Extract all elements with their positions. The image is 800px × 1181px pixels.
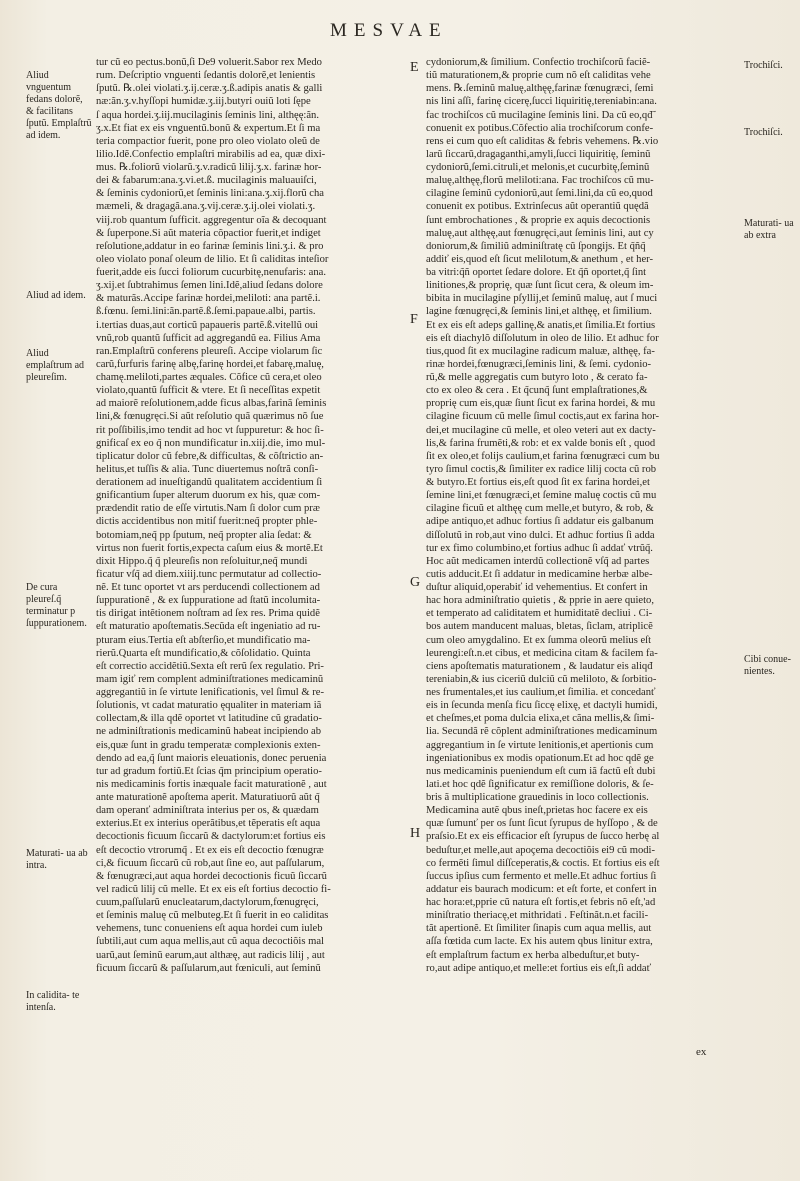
left-column-line: ad maiorẽ reſolutionem,adde ficus albas,farinã ſeminis: [96, 398, 327, 410]
right-column-line: et cheſmes,et poma dulcia elixa,et cãna mellis,& ſimi-: [426, 713, 655, 725]
right-column-line: addiť eis,quod eſt ſicut melilotum,& anethum , et her-: [426, 253, 654, 265]
right-column-line: cilagine ficuum cũ melle ſimul coctis,aut ex farina hor-: [426, 411, 660, 423]
right-column-line: duſtur aliquid,operabiť id vehementius. Et confert in: [426, 582, 648, 593]
right-column-line: miniſtratio theriacę,et mithridati . Feſtinãt.n.et facili-: [426, 910, 649, 922]
left-column-line: eſt maturatio apoſtematis.Secũda eſt ingeniatio ad ru-: [96, 621, 321, 633]
right-text-column: [426, 56, 738, 975]
left-column-line: dictis accidentibus non mitiſ fuerit:neq̃ propter phle-: [96, 516, 318, 528]
right-column-line: lia. Secundã rẽ cõplent adminiſtrationes medicaminum: [426, 726, 658, 738]
left-column-line: rum. Deſcriptio vnguenti ſedantis dolorẽ,et lenientis: [96, 70, 316, 82]
right-column-line: ro,aut adipe antiquo,et melle:et fortius eis eſt,ſi addať: [426, 962, 652, 974]
column-letter-g: G: [410, 575, 421, 590]
left-column-line: exterius.Et ex interius operãtibus,et tẽperatis eſt aqua: [96, 818, 321, 830]
left-column-line: gnificantium ſuper alterum duorum ex his, quæ com-: [96, 490, 321, 502]
right-column-line: adipe antiquo,et adhuc fortius ſi addatur eis galbanum: [426, 516, 654, 528]
left-column-line: dei & fabarum:ana.ʒ.vi.et.ß. mucilaginis maluauiſci,: [96, 175, 317, 187]
left-column-line: aggregantiũ in ſe virtute lenificationis, vel ſimul & re-: [96, 687, 324, 698]
left-column-line: tur cũ eo pectus.bonũ,ſi De9 voluerit.Sabor rex Medo: [96, 57, 322, 68]
left-column-line: & fœnugræci,aut aqua hordei decoctionis ficuũ ſiccarũ: [96, 870, 327, 882]
right-column-line: larũ ſiccarũ,dragaganthi,amyli,ſucci liquiritię, ſeminũ: [426, 148, 651, 160]
left-column-line: eſt correctio accidẽtiũ.Sexta eſt rerũ ſex regulatio. Pri-: [96, 660, 324, 672]
left-column-line: reſolutione,addatur in eo farinæ ſeminis lini.ʒ.i. & pro: [96, 240, 324, 252]
right-column-line: cto ex oleo & cera . Et q̃cunq̃ ſunt emplaſtrationes,&: [426, 385, 648, 397]
right-column-line: ciens apoſtematis maturationem , & laudatur eis aliqđ: [426, 660, 653, 672]
left-column-line: & ſuperpone.Si aũt materia cõpactior fuerit,et indiget: [96, 227, 321, 239]
left-column-line: collectam,& illa qdẽ oportet vt latitudine cũ gradatio-: [96, 713, 322, 725]
left-column-line: eſt decoctio vtrorumq̃ . Et ex eis eſt decoctio fœnugræ: [96, 844, 324, 856]
right-column-line: ba vitri:q̃ñ oportet ſedare dolore. Et q̃ñ oportet,q̃ ſint: [426, 267, 647, 278]
right-column-line: rinæ hordei,fœnugræci,ſeminis lini, & ſemi. cydonio-: [426, 358, 652, 370]
left-column-line: uarũ,aut ſeminũ earum,aut althæę, aut radicis lilij , aut: [96, 949, 325, 961]
right-column-line: bris ã multiplicatione grauedinis in loco collectionis.: [426, 792, 649, 803]
right-column-line: & butyro.Et fortius eis,eſt quod ſit ex farina hordei,et: [426, 477, 650, 488]
left-column-line: lini,& fœnugręci.Si aũt reſolutio quã quærimus nõ ſue: [96, 411, 324, 423]
right-column-line: tiũ maturationem,& proprie cum nõ eſt caliditas vehe: [426, 70, 651, 82]
left-column-line: et ſeminis maluę cũ melbuteg.Et ſi fuerit in eo caliditas: [96, 910, 329, 922]
left-column-line: ʒ.xij.et ſubtrahimus ſemen lini.Idẽ,aliud ſedans dolore: [96, 280, 323, 292]
margin-note-cura-pleuresis: De cura pleureſ.q̃ terminatur p ſuppurationem.: [26, 582, 87, 629]
right-column-line: tereniabin,& ius ciceriũ dulciũ cũ meliloto, & ſorbitio-: [426, 673, 657, 685]
right-column-line: nes frumentales,et ius caulium,et ſimilia. et concedanť: [426, 687, 656, 698]
left-column-line: ante maturationẽ apoſtema aperit. Maturatiuorũ aũt q̃: [96, 792, 320, 803]
left-column-line: eis,quæ ſunt in gradu temperatæ complexionis exten-: [96, 739, 321, 751]
right-column-line: eſt emplaſtrum factum ex herba albeduſtur,et buty-: [426, 949, 640, 961]
left-column-line: rierũ.Quarta eſt mundificatio,& cõſolidatio. Quinta: [96, 647, 311, 659]
left-column-line: ficatur vſq̃ ad diem.xiiij.tunc permutatur ad collectio-: [96, 568, 322, 580]
left-column-line: tur ad gradum fortiũ.Et ſcias q̃m principium operatio-: [96, 765, 322, 777]
right-column-line: linitiones,& proprię, quæ ſunt ſicut cera, & oleum im-: [426, 280, 654, 292]
right-column-line: cilagine ficuũ et althęę cum melle,et butyro, & rob, &: [426, 503, 654, 515]
right-column-line: Hoc aũt medicamen interdũ collectionẽ vſq̃ ad partes: [426, 555, 650, 567]
left-column-line: dendo ad ea,q̃ ſunt maioris eleuationis, donec perueniа: [96, 752, 327, 764]
column-letter-f: F: [410, 312, 418, 327]
column-letter-h: H: [410, 826, 421, 841]
right-column-line: Medicamina autẽ qbus ineſt,prietas hoc facere ex eis: [426, 805, 648, 817]
running-head: MESVAE: [330, 20, 448, 41]
right-column-line: conuenit ex potibus.Cõfectio alia trochiſcorum confe-: [426, 122, 654, 134]
left-column-line: pturam eius.Tertia eſt abſterſio,et mundificatio ma-: [96, 634, 311, 646]
right-column-line: tius,quod ſit ex mucilagine radicum maluæ, althęę, fa-: [426, 345, 655, 357]
right-column-line: tãt apertionẽ. Et ſimiliter ſinapis cum aqua mellis, aut: [426, 923, 652, 935]
left-column-line: fuerit,adde eis ſucci foliorum cucurbitę,nenufaris: ana.: [96, 267, 327, 278]
margin-note-cibi: Cibi conue- nientes.: [744, 654, 791, 677]
left-column-line: ſolutionis, vt cadat maturatio ęqualiter in materiam iã: [96, 700, 322, 712]
left-column-line: vnũ,rob quantũ ſufficit ad aggregandũ ea. Filius Ama: [96, 332, 321, 344]
margin-note-emplastrum-pleuresis: Aliud emplaſtrum ad pleureſim.: [26, 348, 85, 383]
left-column-line: carũ,furfuris farinę albę,farinę hordei,et fabarę,maluę,: [96, 358, 324, 370]
left-column-line: decoctionis ficuum ſiccarũ & dactylorum:et fortius eis: [96, 831, 326, 843]
left-column-line: ſputũ. ℞.olei violati.ʒ.ij.ceræ.ʒ.ß.adipis anatis & galli: [96, 83, 323, 95]
right-column-line: aſſa fœtida cum lacte. Ex his autem qbus linitur extra,: [426, 936, 653, 948]
left-column-line: botomiam,neq̃ pp ſputum, neq̃ propter alia ſedat: &: [96, 529, 312, 541]
left-column-line: vehemens, tunc conueniens eſt aqua hordei cum iuleb: [96, 923, 323, 935]
left-column-line: i.tertias duas,aut corticũ papaueris partẽ.ß.vitellũ oui: [96, 319, 319, 331]
left-column-line: & maturãs.Accipe farinæ hordei,meliloti: ana partẽ.i.: [96, 293, 321, 305]
left-column-line: ne adminiſtrationis medicaminũ habeat incipiendo ab: [96, 726, 322, 738]
left-column-line: ʒ.x.Et fiat ex eis vnguentũ.bonũ & expertum.Et ſi ma: [96, 122, 321, 134]
left-column-line: rit poſſibilis,imo tendit ad hoc vt ſuppuretur: & hoc ſi-: [96, 424, 324, 436]
left-column-line: ci,& ficuum ſiccarũ cũ rob,aut ſine eo, aut paſſularum,: [96, 857, 325, 869]
right-column-line: nus medicaminis pueniendum eſt cum iã factũ eſt dubi: [426, 765, 656, 777]
right-column-line: mens. ℞.ſeminũ maluę,althęę,farinæ fœnugræci, ſemi: [426, 83, 654, 95]
right-column-line: quæ ſumunť per os ſunt ſicut ſyrupus de hyſſopo , & de: [426, 818, 658, 830]
left-column-line: chamę.meliloti,partes æquales. Cõfice cũ cera,et oleo: [96, 372, 322, 383]
right-column-line: cutis adducit.Et ſi addatur in medicamine herbæ albe-: [426, 568, 653, 580]
catchword: ex: [696, 1046, 707, 1058]
margin-note-trochisci-2: Trochiſci.: [744, 127, 783, 138]
left-text-column: [96, 56, 398, 975]
right-column-line: bos autem manducent maluas, bletas, ſiclam, atriplicẽ: [426, 621, 653, 633]
right-column-line: beduſtur,et melle,aut apoçema decoctiõis ei9 cũ modi-: [426, 844, 656, 856]
right-column-line: praſsio.Et ex eis efficacior eſt ſyrupus de ſucco herbę al: [426, 831, 660, 843]
left-column-line: næ:ãn.ʒ.v.hyſſopi humidæ.ʒ.iij.butyri ouiũ loti ſępe: [96, 96, 311, 108]
margin-note-trochisci-1: Trochiſci.: [744, 60, 783, 71]
left-column-line: dixit Hippo.q̃ q̃ pleureſis non reſoluitur,neq̃ mundi: [96, 555, 308, 567]
margin-note-caliditas: In calidita- te intenſa.: [26, 990, 80, 1013]
left-column-line: teria compactior fuerit, pone pro oleo violato oleũ de: [96, 135, 320, 147]
left-column-line: derationem ad inueſtigandũ qualitatem accidentium ſi: [96, 477, 323, 488]
column-letter-e: E: [410, 60, 419, 75]
right-column-line: tyro ſimul coctis,& ſimiliter ex radice lilij cocta cũ rob: [426, 463, 657, 475]
right-column-line: lagine fœnugręci,& ſeminis lini,et althęę, et ſimilium.: [426, 306, 652, 318]
right-column-line: lati.et hoc qdẽ ſignificatur ex remiſſione doloris, & ſe-: [426, 778, 654, 790]
right-column-line: cum oleo amygdalino. Et ex ſumma oleorũ melius eſt: [426, 634, 652, 646]
right-column-line: hac hora adminiſtratio quietis , & pprie in aere quieto,: [426, 595, 654, 607]
right-column-line: rens ei cum quo eſt caliditas & febris vehemens. ℞.vio: [426, 135, 659, 147]
left-column-line: oleo violato ponaſ oleum de lilio. Et ſi caliditas inteſior: [96, 253, 329, 265]
left-column-line: mus. ℞.foliorũ violarũ.ʒ.v.radicũ lilij.ʒ.x. farinæ hor-: [96, 162, 322, 173]
right-column-line: diſſolutũ in rob,aut vino dulci. Et adhuc fortius ſi adda: [426, 529, 655, 541]
right-column-line: cydoniorũ,ſemi.citruli,et melonis,et cucurbitę,ſeminũ: [426, 162, 650, 173]
right-column-line: fac trochiſcos cũ mucilagine ſeminis lini. Da cũ eo,qđ̃: [426, 109, 653, 121]
right-column-line: bibita in mucilagine pſyllij,et ſeminũ maluę, aut ſ muci: [426, 293, 658, 305]
right-column-line: nis lini aſſi, farinę cicerę,ſucci liquiritię,tereniabin:ana.: [426, 96, 657, 108]
left-column-line: tiplicatur dolor cũ febre,& difficultas, & cõſtrictio an-: [96, 450, 324, 462]
right-column-line: maluę,althęę,florũ meliloti:ana. Fac trochiſcos cũ mu-: [426, 175, 654, 187]
margin-note-unguent: Aliud vnguentum fedans dolorẽ, & facilitans ſputũ. Emplaſtrũ ad idem.: [26, 70, 92, 141]
right-column-line: doniorum,& ſimiliũ adminiſtratę cũ ſpongijs. Et q̃ñq̃: [426, 240, 646, 252]
margin-note-aliud-ad-idem: Aliud ad idem.: [26, 290, 86, 301]
right-column-line: lis,& farina frumẽti,& rob: et ex valde bonis eſt , quod: [426, 437, 656, 449]
right-column-line: co fermẽti ſimul diſſceperatis,& coctis. Et fortius eis eſt: [426, 857, 660, 869]
right-column-line: ſunt embrochationes , & proprie ex aquis decoctionis: [426, 214, 651, 226]
left-column-line: mæmeli, & dragagã.ana.ʒ.vij.ceræ.ʒ.ij.olei violati.ʒ.: [96, 201, 316, 213]
right-column-line: hac hora:et,pprie cũ natura eſt fortis,et febris nõ eſt,'ad: [426, 897, 656, 908]
right-column-line: tur ex fimo columbino,et fortius adhuc ſi addať vtrũq̃.: [426, 542, 653, 554]
right-column-line: et temperato ad caliditatem et humiditatẽ decliui . Ci-: [426, 608, 653, 620]
right-column-line: ſemine lini,et fœnugræci,et ſemine maluę coctis cũ mu: [426, 490, 657, 502]
right-column-line: dei,et mucilagine cũ melle, et oleo veteri aut ex dacty-: [426, 424, 656, 436]
left-column-line: ſ aqua hordei.ʒ.iij.mucilaginis ſeminis lini, althęę:ãn.: [96, 109, 320, 121]
left-column-line: dam operanť adminiſtrata interius per os, & quædam: [96, 805, 319, 817]
right-column-line: proprię cum eis,quæ ſiunt ſicut ex farina hordei, & mu: [426, 398, 656, 410]
left-column-line: nis medicaminis fortis inæquale facit maturationẽ , aut: [96, 778, 327, 790]
right-column-line: eis eſt diachylõ diſſolutum in oleo de lilio. Et adhuc for: [426, 332, 659, 344]
right-column-line: aggregantium in ſe virtute lenitionis,et apertionis cum: [426, 739, 654, 751]
right-column-line: eis in ſecunda menſa ficu ſiccę elixę, et dactyli humidi,: [426, 700, 658, 712]
left-column-line: vel radicũ lilij cũ melle. Et ex eis eſt fortius decoctio fi-: [96, 883, 331, 895]
left-column-line: nẽ. Et tunc oportet vt ars perducendi collectionem ad: [96, 582, 320, 593]
left-column-line: ſuppurationẽ , & ex ſuppuratione ad ſtatũ incolumita-: [96, 595, 321, 607]
right-column-line: conuenit ex potibus. Extrinſecus aũt operantiũ quędã: [426, 201, 649, 213]
right-column-line: leurengi:eſt.n.et cibus, et medicina citam & facilem fa-: [426, 647, 658, 659]
left-column-line: mam igiť rem complent adminiſtrationes medicaminũ: [96, 673, 324, 685]
right-column-line: ſit ex oleo,et folijs caulium,et farina fœnugræci cum bu: [426, 450, 660, 462]
left-column-line: ſubtili,aut cum aqua mellis,aut cũ aqua decoctiõis mal: [96, 936, 324, 948]
right-column-line: Et ex eis eſt adeps gallinę,& anatis,et ſimilia.Et fortius: [426, 319, 656, 331]
left-column-line: lilio.Idẽ.Confectio emplaſtri mirabilis ad ea, quæ dixi-: [96, 148, 326, 160]
right-column-line: ingeniationibus ex modis opationum.Et ad hoc qdẽ ge: [426, 752, 654, 764]
left-column-line: viij.rob quantum ſufficit. aggregentur oĩa & decoquant: [96, 214, 327, 226]
right-column-line: cilagine ſeminũ cydoniorũ,aut ſemi.lini,da cũ eo,quod: [426, 188, 653, 200]
left-column-line: tis dirigat intẽtionem noſtram ad ſex res. Prima quidẽ: [96, 608, 320, 620]
margin-note-maturativa-intra: Maturati- ua ab intra.: [26, 848, 88, 871]
left-column-line: virtus non fuerit fortis,expecta caſum eius & mortẽ.Et: [96, 542, 323, 554]
left-column-line: ficuum ſiccarũ & paſſularum,aut fœniculi, aut ſeminũ: [96, 962, 321, 974]
right-column-line: cydoniorum,& ſimilium. Confectio trochiſcorũ faciẽ-: [426, 57, 651, 68]
left-column-line: & ſeminis cydoniorũ,et ſeminis lini:ana.ʒ.xij.florũ cha: [96, 188, 325, 200]
left-column-line: ß.fœnu. ſemi.lini:ãn.partẽ.ß.ſemi.papaue.albi, partis.: [96, 306, 316, 318]
right-column-line: addatur eis baurach modicum: et eſt forte, et confert in: [426, 883, 657, 895]
right-column-line: rũ,& melle aggregatis cum butyro loto , & cerato fa-: [426, 372, 648, 383]
right-column-line: maluę,aut althęę,aut fœnugręci,aut ſeminis lini, aut cy: [426, 227, 654, 239]
left-column-line: ran.Emplaſtrũ conferens pleureſi. Accipe violarum ſic: [96, 345, 323, 357]
left-column-line: violato,quantũ ſufficit & vtere. Et ſi neceſſitas expetit: [96, 385, 321, 397]
margin-note-maturativa-extra: Maturati- ua ab extra: [744, 218, 794, 241]
left-column-line: gnificaſ ex eo q̃ non mundificatur in.xiij.die, imo mul-: [96, 437, 326, 449]
left-column-line: cuum,paſſularũ enucleatarum,dactylorum,fœnugręci,: [96, 897, 319, 908]
left-column-line: prædendit ratio de eſſe virtutis.Nam ſi dolor cum præ: [96, 503, 320, 515]
right-column-line: ſuccus ipſius cum fermento et melle.Et adhuc fortius ſi: [426, 870, 657, 882]
left-column-line: helitus,et tuſſis & alia. Tunc diuertemus noſtrã conſi-: [96, 463, 319, 475]
